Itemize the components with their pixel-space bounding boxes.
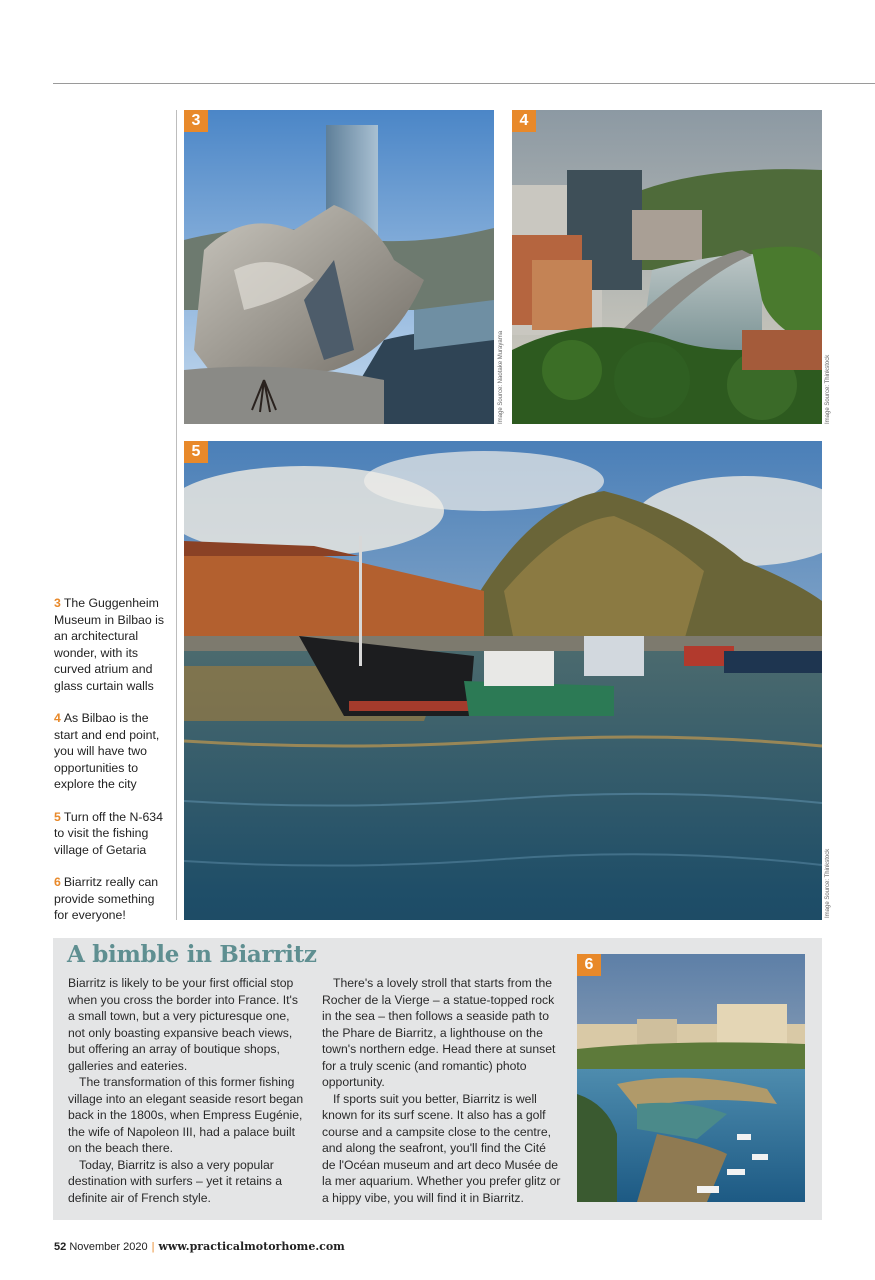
caption-divider — [176, 110, 177, 920]
paragraph: There's a lovely stroll that starts from the Rocher de la Vierge – a statue-topped rock in the sea – then follows a seaside path to the Phare de Biarritz, a lighthouse on the town's northern edge. Head there at sunset for a truly scenic (and romantic) photo opportunity. — [322, 976, 556, 1089]
website-link[interactable]: www.practicalmotorhome.com — [158, 1240, 345, 1253]
paragraph: The transformation of this former fishing village into an elegant seaside resort began back in the 1800s, when Empress Eugénie, the wife of Napoleon III, had a palace built on the beach there. — [68, 1075, 304, 1155]
caption-5: 5 Turn off the N-634 to visit the fishing village of Getaria — [54, 809, 163, 857]
issue-date: November 2020 — [69, 1241, 148, 1253]
page-number: 52 — [54, 1241, 67, 1253]
paragraph: Biarritz is likely to be your first official stop when you cross the border into France. It's a small town, but a very picturesque one, not only boasting expansive beach views, but offering an array of boutique shops, galleries and eateries. — [68, 976, 298, 1073]
page-footer — [54, 1240, 345, 1253]
photo-credit: Image Source: Thinkstock — [825, 354, 831, 424]
paragraph: Today, Biarritz is also a very popular destination with surfers – yet it retains a definite air of French style. — [68, 1157, 283, 1205]
photo-number-badge: 3 — [184, 110, 208, 132]
photo-guggenheim — [184, 110, 494, 424]
photo-number-badge: 6 — [577, 954, 601, 976]
photo-captions — [54, 595, 169, 940]
photo-bilbao-river — [512, 110, 822, 424]
caption-4: 4 As Bilbao is the start and end point, you will have two opportunities to explore the city — [54, 711, 160, 791]
box-title: A bimble in Biarritz — [67, 941, 317, 968]
footer-separator: | — [151, 1241, 155, 1253]
top-divider — [53, 83, 875, 84]
photo-credit: Image Source: Naotake Murayama — [498, 330, 504, 424]
caption-3: 3 The Guggenheim Museum in Bilbao is an architectural wonder, with its curved atrium and glass curtain walls — [54, 596, 165, 693]
photo-number-badge: 4 — [512, 110, 536, 132]
photo-biarritz — [577, 954, 805, 1202]
paragraph: If sports suit you better, Biarritz is well known for its surf scene. It also has a golf course and a campsite close to the centre, and along the seafront, you'll find the Cité de l'Océan museum and art deco Musée de la mer aquarium. Whether you prefer glitz or a hippy vibe, you will find it in Biarritz. — [322, 1091, 561, 1205]
photo-number-badge: 5 — [184, 441, 208, 463]
biarritz-box — [53, 938, 822, 1220]
box-column-2 — [322, 975, 562, 1206]
caption-6: 6 Biarritz really can provide something for everyone! — [54, 875, 159, 922]
photo-getaria-harbour — [184, 441, 822, 920]
box-column-1 — [68, 975, 308, 1206]
photo-credit: Image Source: Thinkstock — [825, 848, 831, 918]
